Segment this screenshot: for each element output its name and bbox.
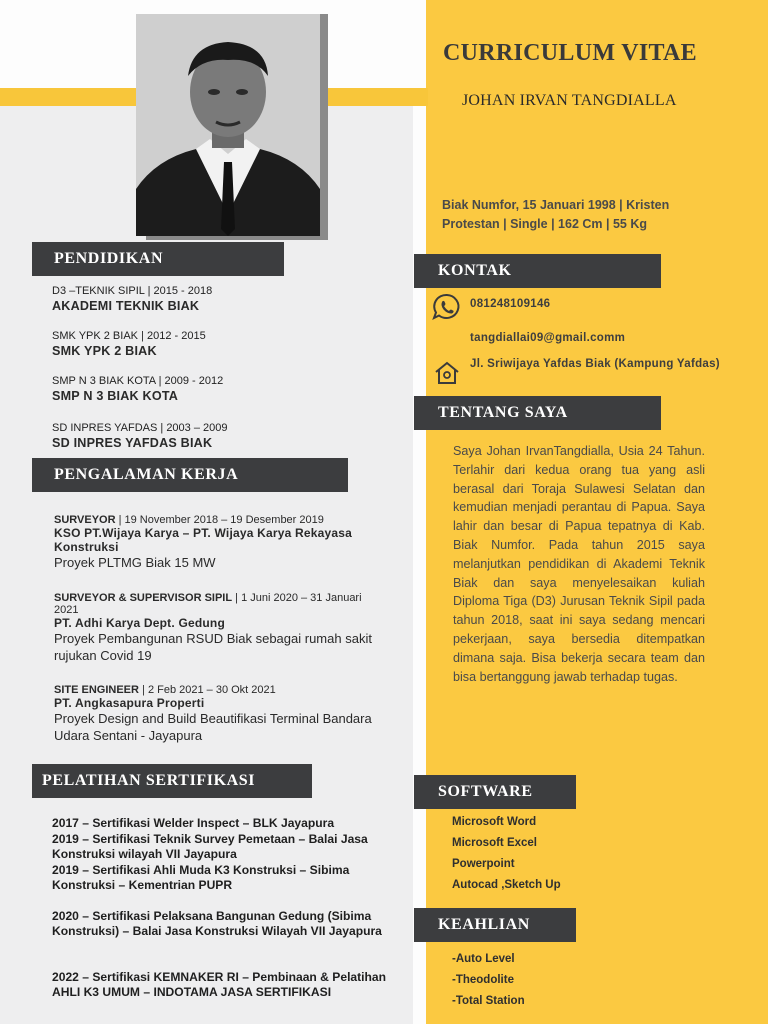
experience-item <box>54 684 384 744</box>
education-school: SD INPRES YAFDAS BIAK <box>52 436 213 450</box>
job-role: SITE ENGINEER <box>54 684 139 696</box>
person-name: JOHAN IRVAN TANGDIALLA <box>462 92 677 109</box>
address: Jl. Sriwijaya Yafdas Biak (Kampung Yafdas) <box>470 358 720 370</box>
education-item <box>52 375 223 403</box>
job-company: PT. Adhi Karya Dept. Gedung <box>54 616 225 630</box>
education-school: AKADEMI TEKNIK BIAK <box>52 299 200 313</box>
education-detail: D3 –TEKNIK SIPIL | 2015 - 2018 <box>52 285 213 297</box>
section-pengalaman: PENGALAMAN KERJA <box>32 458 348 492</box>
education-item <box>52 422 227 450</box>
job-project: Proyek Design and Build Beautifikasi Terminal Bandara Udara Sentani - Jayapura <box>54 711 372 743</box>
profile-photo <box>136 14 320 236</box>
section-pendidikan: PENDIDIKAN <box>32 242 284 276</box>
education-item <box>52 330 206 358</box>
certification-item: 2017 – Sertifikasi Welder Inspect – BLK Jayapura <box>52 816 335 830</box>
section-keahlian: KEAHLIAN <box>414 908 576 942</box>
experience-item <box>54 592 384 664</box>
job-role: SURVEYOR <box>54 514 116 526</box>
phone-number: 081248109146 <box>470 298 551 310</box>
section-pelatihan: PELATIHAN SERTIFIKASI <box>32 764 312 798</box>
job-period: | 2 Feb 2021 – 30 Okt 2021 <box>138 684 276 696</box>
home-icon <box>433 360 461 391</box>
job-project: Proyek PLTMG Biak 15 MW <box>54 555 216 570</box>
skill-item: -Auto Level <box>452 953 515 965</box>
education-item <box>52 285 212 313</box>
job-period: | 19 November 2018 – 19 Desember 2019 <box>115 514 324 526</box>
education-detail: SMK YPK 2 BIAK | 2012 - 2015 <box>52 330 206 342</box>
certification-item: 2019 – Sertifikasi Ahli Muda K3 Konstruksi – Sibima Konstruksi – Kementrian PUPR <box>52 863 350 893</box>
certification-item: 2020 – Sertifikasi Pelaksana Bangunan Gedung (Sibima Konstruksi) – Balai Jasa Konstruksi Wilayah VII Jayapura <box>52 909 382 939</box>
education-detail: SMP N 3 BIAK KOTA | 2009 - 2012 <box>52 375 224 387</box>
software-list <box>452 816 561 900</box>
email-address: tangdiallai09@gmail.comm <box>470 332 626 344</box>
skill-item: -Theodolite <box>452 974 514 986</box>
about-text: Saya Johan IrvanTangdialla, Usia 24 Tahun. Terlahir dari kedua orang tua yang asli berasal dari Toraja Sulawesi Selatan dan kemudian menjadi perantau di Papua. Saya lahir dan besar di Papua tepatnya di Kab. Biak Numfor. Pada tahun 2015 saya melanjutkan pendidikan di Akademi Teknik Biak dan saya menyelesaikan kuliah Diploma Tiga (D3) Jurusan Teknik Sipil pada tahun 2018, saat ini saya sedang mencari pekerjaan, saya bersedia ditempatkan dimana saja. Bisa bekerja secara team dan bisa bertanggung jawab terhadap tugas. <box>453 444 705 684</box>
job-project: Proyek Pembangunan RSUD Biak sebagai rumah sakit rujukan Covid 19 <box>54 631 372 663</box>
skills-list <box>452 953 525 1016</box>
cv-title: CURRICULUM VITAE <box>443 40 697 66</box>
experience-item <box>54 514 384 571</box>
whatsapp-icon <box>432 293 462 326</box>
certification-item: 2022 – Sertifikasi KEMNAKER RI – Pembinaan & Pelatihan AHLI K3 UMUM – INDOTAMA JASA SERTIFIKASI <box>52 970 387 1000</box>
software-item: Autocad ,Sketch Up <box>452 879 561 891</box>
education-school: SMP N 3 BIAK KOTA <box>52 389 179 403</box>
education-detail: SD INPRES YAFDAS | 2003 – 2009 <box>52 422 228 434</box>
personal-info: Biak Numfor, 15 Januari 1998 | Kristen Protestan | Single | 162 Cm | 55 Kg <box>442 198 670 231</box>
skill-item: -Total Station <box>452 995 525 1007</box>
section-tentang: TENTANG SAYA <box>414 396 661 430</box>
software-item: Powerpoint <box>452 858 515 870</box>
software-item: Microsoft Excel <box>452 837 537 849</box>
certification-item: 2019 – Sertifikasi Teknik Survey Pemetaan – Balai Jasa Konstruksi wilayah VII Jayapura <box>52 832 368 862</box>
software-item: Microsoft Word <box>452 816 537 828</box>
section-software: SOFTWARE <box>414 775 576 809</box>
section-kontak: KONTAK <box>414 254 661 288</box>
job-period: | 1 Juni 2020 – 31 Januari 2021 <box>54 592 362 616</box>
education-school: SMK YPK 2 BIAK <box>52 344 157 358</box>
job-company: KSO PT.Wijaya Karya – PT. Wijaya Karya Rekayasa Konstruksi <box>54 526 353 554</box>
job-role: SURVEYOR & SUPERVISOR SIPIL <box>54 592 233 604</box>
job-company: PT. Angkasapura Properti <box>54 696 205 710</box>
